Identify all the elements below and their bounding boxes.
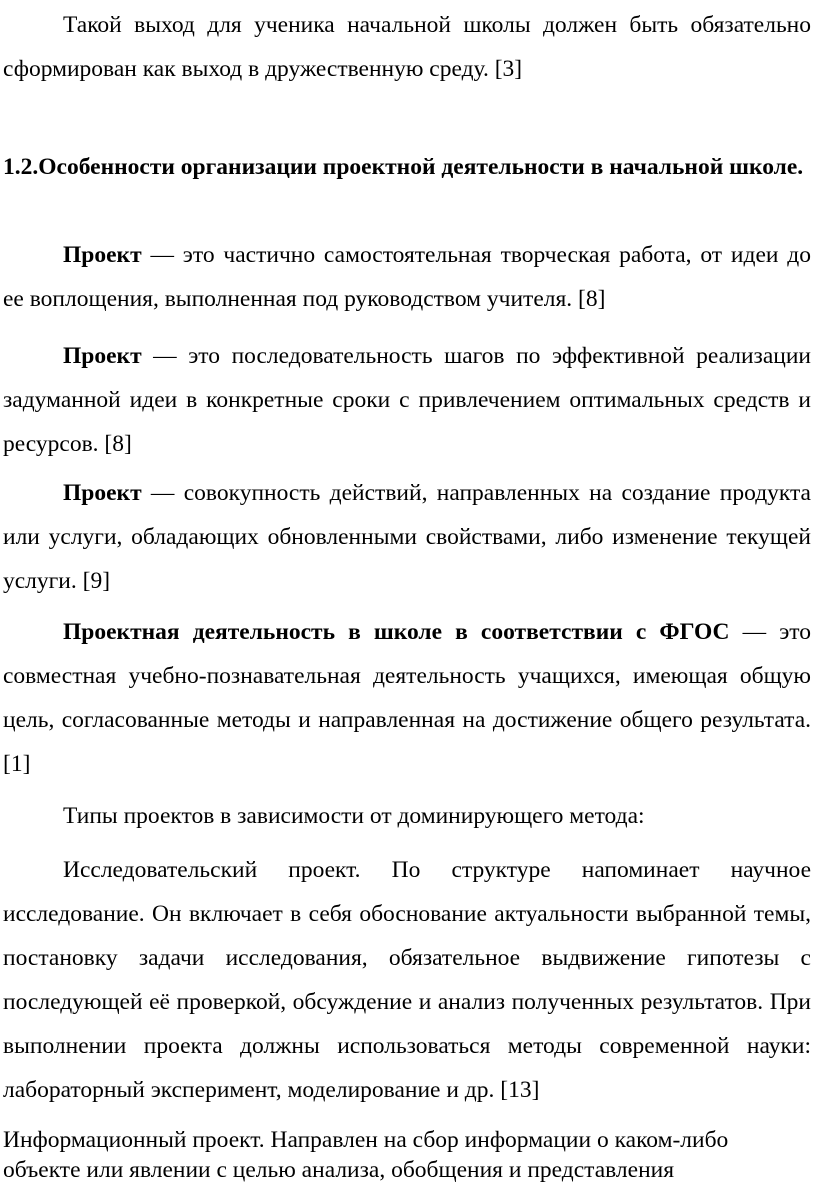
definition-paragraph-4: [3, 610, 811, 786]
project-types-paragraph: Типы проектов в зависимости от доминирующего метода:: [63, 803, 645, 829]
research-project-paragraph: Исследовательский проект. По структуре напоминает научное исследование. Он включает в себя обоснование актуальности выбранной темы, постановку задачи исследования, обязательное выдвижение гипотезы с последующей её проверкой, обсуждение и анализ полученных результатов. При выполнении проекта должны использоваться методы современной науки: лабораторный эксперимент, моделирование и др. [13]: [3, 857, 811, 1103]
definition-paragraph-1: [3, 233, 811, 321]
definition-term: Проект: [63, 343, 142, 369]
info-project-paragraph: Информационный проект. Направлен на сбор информации о каком-либо объекте или явлении с целью анализа, обобщения и представления: [3, 1127, 729, 1183]
definition-term: Проектная деятельность в школе в соответствии с ФГОС: [63, 619, 730, 645]
definition-paragraph-3: [3, 471, 811, 603]
definition-text: — это совместная учебно-познавательная деятельность учащихся, имеющая общую цель, согласованные методы и направленная на достижение общего результата. [1]: [3, 619, 812, 777]
definition-paragraph-2: [3, 334, 811, 466]
definition-term: Проект: [63, 242, 142, 268]
definition-text: — это последовательность шагов по эффективной реализации задуманной идеи в конкретные сроки с привлечением оптимальных средств и ресурсов. [8]: [3, 343, 811, 457]
intro-paragraph: Такой выход для ученика начальной школы должен быть обязательно сформирован как выход в дружественную среду. [3]: [3, 12, 811, 82]
definition-term: Проект: [63, 480, 142, 506]
definition-text: — это частично самостоятельная творческая работа, от идеи до ее воплощения, выполненная под руководством учителя. [8]: [3, 242, 811, 312]
definition-text: — совокупность действий, направленных на создание продукта или услуги, обладающих обновленными свойствами, либо изменение текущей услуги. [9]: [3, 480, 811, 594]
section-heading: 1.2.Особенности организации проектной деятельности в начальной школе.: [3, 154, 804, 180]
